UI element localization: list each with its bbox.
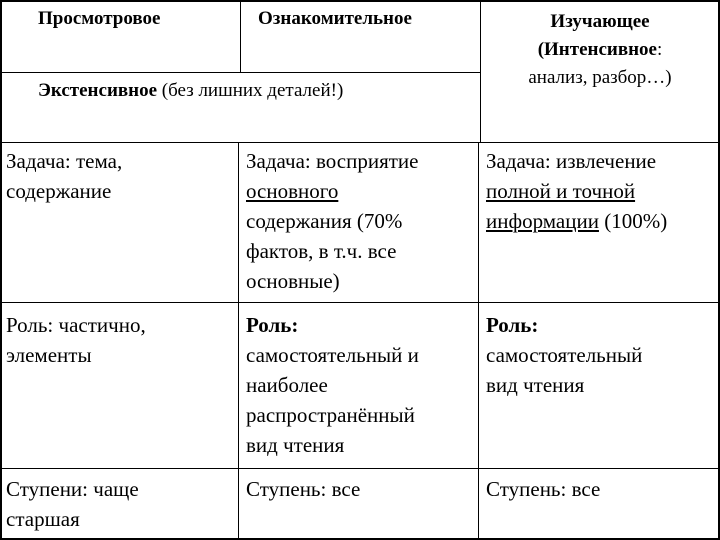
task-cell-introductory <box>246 146 418 296</box>
role-study-text-3: вид чтения <box>486 373 585 397</box>
role-study-text-2: самостоятельный <box>486 343 643 367</box>
header-intensive-colon: : <box>657 39 663 60</box>
row-divider-1 <box>0 302 720 303</box>
header-divider-2 <box>480 0 481 142</box>
task-study-text-1: извлечение <box>550 149 657 173</box>
steps-cell-studying <box>486 474 600 504</box>
task-intro-text-2: основного <box>246 179 339 203</box>
header-extensive-label: Экстенсивное <box>38 80 158 101</box>
role-intro-label: Роль: <box>246 313 299 337</box>
steps-cell-introductory <box>246 474 360 504</box>
task-cell-viewing <box>6 146 122 206</box>
header-viewing-text: Просмотровое <box>38 8 161 29</box>
task-study-text-3: информации <box>486 209 599 233</box>
header-cell-introductory <box>258 8 412 30</box>
steps-viewing-text-1: чаще <box>88 477 139 501</box>
header-bottom <box>0 142 720 143</box>
header-divider-mid <box>0 72 480 73</box>
col-divider-1 <box>238 142 239 540</box>
role-viewing-text-1: частично, <box>53 313 146 337</box>
task-intro-line1 <box>246 146 418 176</box>
task-viewing-text-2: содержание <box>6 179 112 203</box>
task-viewing-text-1: тема, <box>70 149 123 173</box>
header-cell-studying <box>482 8 718 92</box>
task-viewing-label: Задача: <box>6 149 71 173</box>
border-top <box>0 0 720 2</box>
role-intro-text-4: распространённый <box>246 403 415 427</box>
header-cell-viewing <box>38 8 160 30</box>
task-intro-text-4: фактов, в т.ч. все <box>246 239 397 263</box>
steps-intro-label: Ступень: <box>246 477 327 501</box>
steps-study-label: Ступень: <box>486 477 567 501</box>
task-viewing-line1 <box>6 146 122 176</box>
role-cell-viewing <box>6 310 146 370</box>
task-study-text-3b: (100%) <box>598 209 668 233</box>
task-study-text-2: полной и точной <box>486 179 636 203</box>
role-viewing-line1 <box>6 310 146 340</box>
role-intro-text-3: наиболее <box>246 373 328 397</box>
role-intro-text-2: самостоятельный и <box>246 343 419 367</box>
role-cell-introductory <box>246 310 419 460</box>
role-cell-studying <box>486 310 642 400</box>
task-cell-studying <box>486 146 667 236</box>
task-study-line1 <box>486 146 667 176</box>
header-introductory-text: Ознакомительное <box>258 8 412 29</box>
task-intro-text-5: основные) <box>246 269 340 293</box>
border-left <box>0 0 2 540</box>
col-divider-2 <box>478 142 479 540</box>
steps-viewing-text-2: старшая <box>6 507 80 531</box>
task-study-line3 <box>486 206 667 236</box>
task-intro-label: Задача: <box>246 149 311 173</box>
steps-intro-text: все <box>326 477 361 501</box>
task-intro-text-1: восприятие <box>310 149 419 173</box>
role-intro-text-5: вид чтения <box>246 433 345 457</box>
task-study-label: Задача: <box>486 149 551 173</box>
steps-study-text: все <box>566 477 601 501</box>
steps-viewing-line1 <box>6 474 139 504</box>
role-viewing-text-2: элементы <box>6 343 92 367</box>
task-intro-text-3: содержания (70% <box>246 209 403 233</box>
header-divider-1 <box>240 0 241 72</box>
header-intensive-line <box>482 36 718 64</box>
steps-cell-viewing <box>6 474 139 534</box>
header-studying-text: Изучающее <box>550 11 650 32</box>
steps-viewing-label: Ступени: <box>6 477 89 501</box>
header-extensive-note: (без лишних деталей!) <box>157 80 344 101</box>
header-analysis-text: анализ, разбор…) <box>528 67 672 88</box>
header-intensive-label: (Интенсивное <box>537 39 657 60</box>
header-cell-extensive <box>38 80 343 102</box>
row-divider-2 <box>0 468 720 469</box>
role-study-label: Роль: <box>486 313 539 337</box>
role-viewing-label: Роль: <box>6 313 54 337</box>
